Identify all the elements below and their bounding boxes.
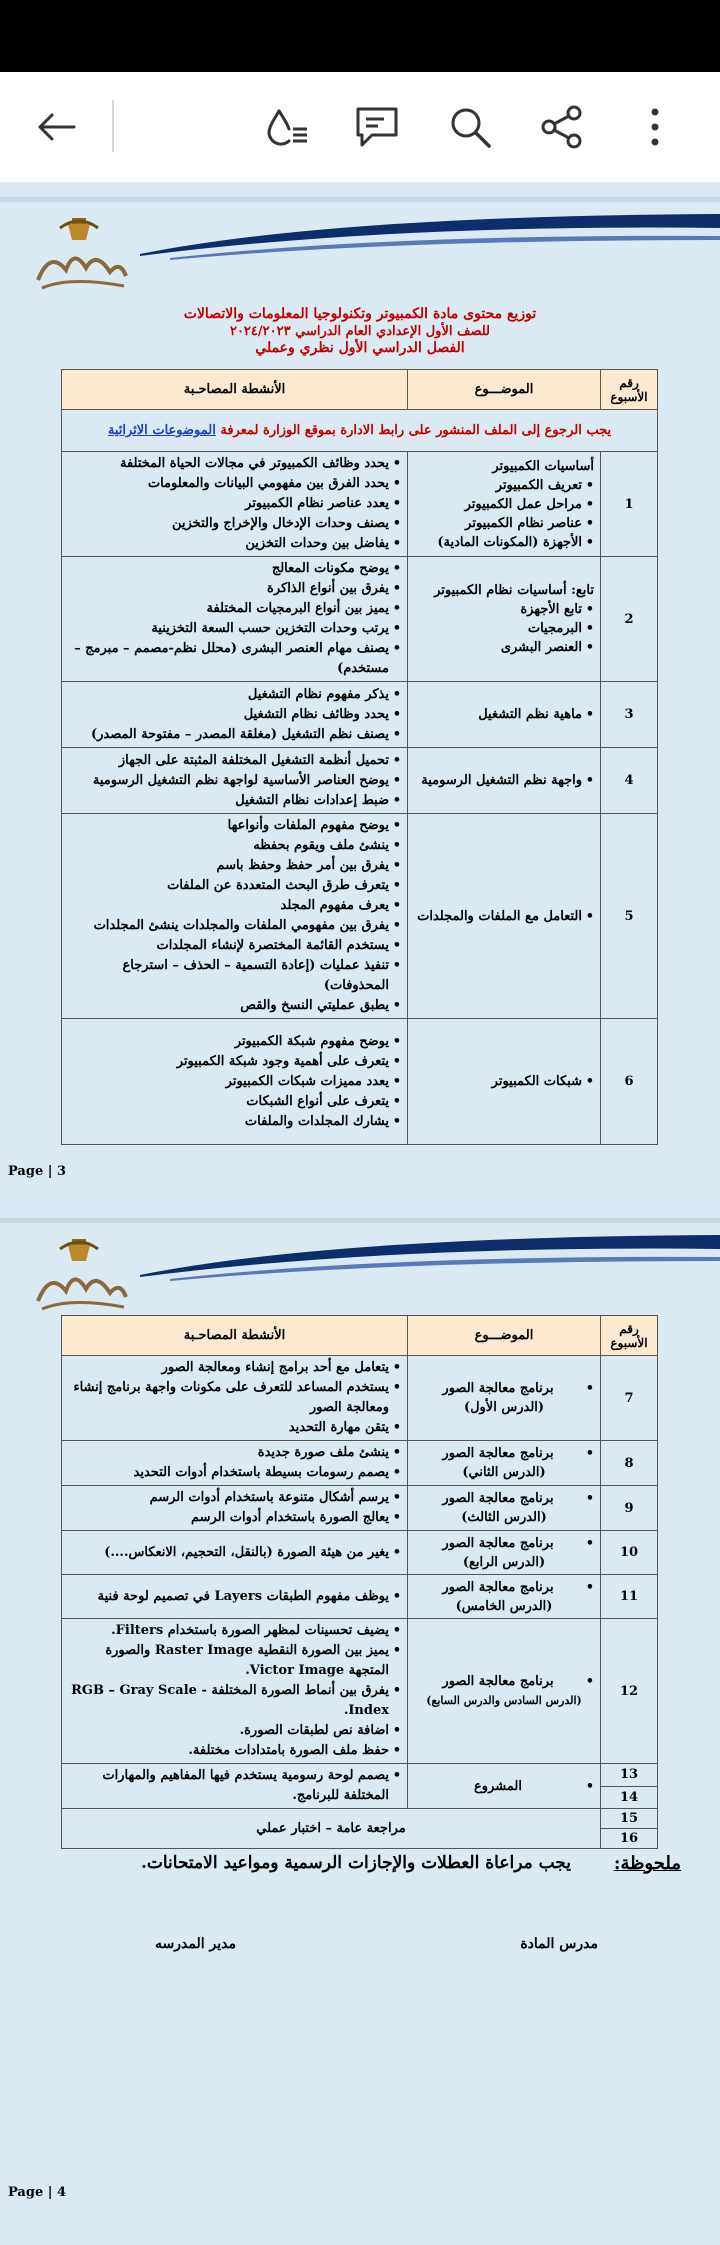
activity-item: • يوضح مكونات المعالج xyxy=(68,559,401,579)
activities-cell xyxy=(62,1575,408,1619)
topic-cell xyxy=(408,1486,601,1531)
ministry-logo xyxy=(30,1231,130,1319)
topic-sub: (الدرس الثالث) xyxy=(461,1510,547,1525)
week-number: 10 xyxy=(601,1531,658,1575)
activity-item: • يستخدم القائمة المختصرة لإنشاء المجلدات xyxy=(68,936,401,956)
header-activities: الأنشطة المصاحـبة xyxy=(62,1316,408,1356)
activity-item: • يرتب وحدات التخزين حسب السعة التخزينية xyxy=(68,619,401,639)
topic-sub: (الدرس الأول) xyxy=(463,1400,545,1415)
activities-cell xyxy=(62,1356,408,1441)
activity-item: • يستخدم المساعد للتعرف على مكونات واجهة برنامج إنشاء ومعالجة الصور xyxy=(68,1378,401,1418)
topic-sub: (الدرس الخامس) xyxy=(455,1598,553,1614)
header-swoosh xyxy=(130,206,720,266)
activity-item: • يفرق بين أنماط الصورة المختلفة RGB – Gray Scale - Index. xyxy=(68,1681,401,1721)
activity-item: • يوضح مفهوم شبكة الكمبيوتر xyxy=(68,1032,401,1052)
header-week: رقم الأسبوع xyxy=(601,1316,658,1356)
topic-cell xyxy=(408,557,601,682)
ministry-logo xyxy=(30,210,130,298)
week-number: 15 xyxy=(601,1809,658,1829)
topic-item: • المشروع xyxy=(414,1777,594,1796)
note-text: يجب مراعاة العطلات والإجازات الرسمية ومواعيد الامتحانات. xyxy=(140,1853,571,1873)
activity-item: • يذكر مفهوم نظام التشغيل xyxy=(68,685,401,705)
week-number: 11 xyxy=(601,1575,658,1619)
review-cell: مراجعة عامة – اختبار عملي xyxy=(62,1809,601,1849)
activity-item: • يتعرف على أهمية وجود شبكة الكمبيوتر xyxy=(68,1052,401,1072)
activity-item: • تنفيذ عمليات (إعادة التسمية – الحذف – استرجاع المحذوفات) xyxy=(68,956,401,996)
viewer-toolbar xyxy=(0,72,720,182)
activity-item: • يوضح العناصر الأساسية لواجهة نظم التشغيل الرسومية xyxy=(68,771,401,791)
activity-item: • تحميل أنظمة التشغيل المختلفة المثبتة على الجهاز xyxy=(68,751,401,771)
note-row xyxy=(61,1853,681,1883)
activity-item: • يتقن مهارة التحديد xyxy=(68,1418,401,1438)
activities-cell xyxy=(62,814,408,1019)
topic-item: • برنامج معالجة الصور xyxy=(414,1379,594,1398)
document-titles xyxy=(0,306,720,357)
week-number: 16 xyxy=(601,1829,658,1849)
note-label: ملحوظة: xyxy=(613,1853,681,1874)
week-number: 3 xyxy=(601,682,658,748)
header-swoosh xyxy=(130,1227,720,1287)
table-row xyxy=(62,1764,658,1787)
week-number: 8 xyxy=(601,1441,658,1486)
topic-sub: (الدرس السادس والدرس السابع) xyxy=(426,1694,582,1707)
table-row xyxy=(62,1575,658,1619)
topic-item: • برنامج معالجة الصور xyxy=(414,1489,594,1508)
topic-item: • شبكات الكمبيوتر xyxy=(414,1072,594,1091)
document-page-4 xyxy=(0,1218,720,2245)
week-number: 13 xyxy=(601,1764,658,1787)
topic-cell xyxy=(408,1619,601,1764)
activity-item: • يحدد وظائف نظام التشغيل xyxy=(68,705,401,725)
topic-item: • تابع الأجهزة xyxy=(414,600,594,619)
week-number: 14 xyxy=(601,1786,658,1809)
page-header xyxy=(0,1223,720,1323)
topic-cell xyxy=(408,1441,601,1486)
activity-item: • يعرف مفهوم المجلد xyxy=(68,896,401,916)
activities-cell xyxy=(62,1019,408,1145)
table-row xyxy=(62,1531,658,1575)
doc-title: توزيع محتوى مادة الكمبيوتر وتكنولوجيا المعلومات والاتصالات xyxy=(183,306,537,322)
week-number: 4 xyxy=(601,748,658,814)
more-vert-icon[interactable] xyxy=(630,104,680,150)
table-row xyxy=(62,452,658,557)
toolbar-divider xyxy=(112,100,114,152)
schedule-table-term1 xyxy=(61,369,658,1145)
topic-item: • الأجهزة (المكونات المادية) xyxy=(414,533,594,552)
activity-item: • يحدد الفرق بين مفهومي البيانات والمعلومات xyxy=(68,474,401,494)
activity-item: • يتعرف طرق البحث المتعددة عن الملفات xyxy=(68,876,401,896)
header-week: رقم الأسبوع xyxy=(601,370,658,410)
table-row xyxy=(62,1809,658,1829)
table-row xyxy=(62,682,658,748)
activity-item: • اضافة نص لطبقات الصورة. xyxy=(68,1721,401,1741)
activity-item: • ينشئ ملف صورة جديدة xyxy=(68,1443,401,1463)
activity-item: • يضيف تحسينات لمظهر الصورة باستخدام Filters. xyxy=(68,1621,401,1641)
activities-cell xyxy=(62,1619,408,1764)
share-icon[interactable] xyxy=(537,104,587,150)
activity-item: • يطبق عمليتي النسخ والقص xyxy=(68,996,401,1016)
activities-cell xyxy=(62,1531,408,1575)
topic-item: • مراحل عمل الكمبيوتر xyxy=(414,495,594,514)
activities-cell xyxy=(62,557,408,682)
topic-item: • برنامج معالجة الصور xyxy=(414,1578,594,1597)
activity-item: • يفرق بين مفهومي الملفات والمجلدات ينشئ المجلدات xyxy=(68,916,401,936)
doc-semester: الفصل الدراسي الأول نظري وعملي xyxy=(255,340,465,356)
comment-icon[interactable] xyxy=(352,104,402,150)
activity-item: • يميز بين أنواع البرمجيات المختلفة xyxy=(68,599,401,619)
page-header xyxy=(0,202,720,302)
topic-item: • واجهة نظم التشغيل الرسومية xyxy=(414,771,594,790)
activities-cell xyxy=(62,682,408,748)
activities-cell xyxy=(62,452,408,557)
activity-item: • يعدد عناصر نظام الكمبيوتر xyxy=(68,494,401,514)
table-row xyxy=(62,1486,658,1531)
table-row xyxy=(62,1019,658,1145)
table-row xyxy=(62,1619,658,1764)
week-number: 7 xyxy=(601,1356,658,1441)
schedule-table-term1-practical xyxy=(61,1315,658,1849)
topic-item: • ماهية نظم التشغيل xyxy=(414,705,594,724)
topic-title: أساسيات الكمبيوتر xyxy=(492,458,594,474)
activity-item: • يعالج الصورة باستخدام أدوات الرسم xyxy=(68,1508,401,1528)
ink-drop-icon[interactable] xyxy=(262,104,312,150)
enrichment-link[interactable]: الموضوعات الاثرائية xyxy=(107,423,216,438)
activity-item: • يميز بين الصورة النقطية Raster Image والصورة المتجهة Victor Image. xyxy=(68,1641,401,1681)
topic-title: تابع: أساسيات نظام الكمبيوتر xyxy=(434,583,594,598)
activity-item: • يصنف مهام العنصر البشرى (محلل نظم-مصمم – مبرمج – مستخدم) xyxy=(68,639,401,679)
search-icon[interactable] xyxy=(445,104,495,150)
page-number: Page | 4 xyxy=(8,2185,67,2200)
activity-item: • يفرق بين أنواع الذاكرة xyxy=(68,579,401,599)
activity-item: • يوضح مفهوم الملفات وأنواعها xyxy=(68,816,401,836)
notice-text: يجب الرجوع إلى الملف المنشور على رابط الادارة بموقع الوزارة لمعرفة xyxy=(220,423,612,438)
activity-item: • يوظف مفهوم الطبقات Layers في تصميم لوحة فنية xyxy=(68,1587,401,1607)
activity-item: • يعدد مميزات شبكات الكمبيوتر xyxy=(68,1072,401,1092)
activity-item: • يصنف وحدات الإدخال والإخراج والتخزين xyxy=(68,514,401,534)
topic-cell xyxy=(408,1019,601,1145)
topic-cell xyxy=(408,452,601,557)
topic-sub: (الدرس الرابع) xyxy=(462,1554,546,1570)
topic-item: • برنامج معالجة الصور xyxy=(414,1672,594,1691)
principal-signature-label: مدير المدرسه xyxy=(155,1936,236,1952)
arrow-left-icon[interactable] xyxy=(26,104,86,150)
table-row xyxy=(62,1356,658,1441)
topic-cell xyxy=(408,748,601,814)
activities-cell xyxy=(62,1764,408,1809)
topic-cell xyxy=(408,1531,601,1575)
activity-item: • يفرق بين أمر حفظ وحفظ باسم xyxy=(68,856,401,876)
topic-item: • التعامل مع الملفات والمجلدات xyxy=(414,907,594,926)
status-bar xyxy=(0,0,720,72)
activities-cell xyxy=(62,1486,408,1531)
topic-cell xyxy=(408,682,601,748)
enrichment-notice xyxy=(62,410,658,452)
activity-item: • يصمم لوحة رسومية يستخدم فيها المفاهيم والمهارات المختلفة للبرنامج. xyxy=(68,1766,401,1806)
week-number: 5 xyxy=(601,814,658,1019)
topic-item: • عناصر نظام الكمبيوتر xyxy=(414,514,594,533)
topic-item: • البرمجيات xyxy=(414,619,594,638)
activity-item: • يرسم أشكال متنوعة باستخدام أدوات الرسم xyxy=(68,1488,401,1508)
activity-item: • يشارك المجلدات والملفات xyxy=(68,1112,401,1132)
page-number: Page | 3 xyxy=(8,1164,67,1179)
week-number: 6 xyxy=(601,1019,658,1145)
topic-cell xyxy=(408,1356,601,1441)
activity-item: • ضبط إعدادات نظام التشغيل xyxy=(68,791,401,811)
header-topic: الموضـــوع xyxy=(408,370,601,410)
header-activities: الأنشطة المصاحـبة xyxy=(62,370,408,410)
activity-item: • يفاضل بين وحدات التخزين xyxy=(68,534,401,554)
activity-item: • يحدد وظائف الكمبيوتر في مجالات الحياة المختلفة xyxy=(68,454,401,474)
topic-item: • برنامج معالجة الصور xyxy=(414,1534,594,1553)
topic-item: • العنصر البشرى xyxy=(414,638,594,657)
activity-item: • يصمم رسومات بسيطة باستخدام أدوات التحديد xyxy=(68,1463,401,1483)
activities-cell xyxy=(62,1441,408,1486)
activity-item: • ينشئ ملف ويقوم بحفظه xyxy=(68,836,401,856)
topic-cell xyxy=(408,814,601,1019)
topic-item: • برنامج معالجة الصور xyxy=(414,1444,594,1463)
activity-item: • يصنف نظم التشغيل (مغلقة المصدر – مفتوحة المصدر) xyxy=(68,725,401,745)
header-topic: الموضـــوع xyxy=(408,1316,601,1356)
topic-cell xyxy=(408,1764,601,1809)
teacher-signature-label: مدرس المادة xyxy=(520,1936,598,1952)
table-row xyxy=(62,814,658,1019)
topic-cell xyxy=(408,1575,601,1619)
table-row xyxy=(62,748,658,814)
topic-sub: (الدرس الثاني) xyxy=(462,1465,546,1480)
week-number: 12 xyxy=(601,1619,658,1764)
activity-item: • يغير من هيئة الصورة (بالنقل، التحجيم، الانعكاس....) xyxy=(68,1543,401,1563)
week-number: 9 xyxy=(601,1486,658,1531)
activity-item: • يتعرف على أنواع الشبكات xyxy=(68,1092,401,1112)
table-row xyxy=(62,557,658,682)
activity-item: • حفظ ملف الصورة بامتدادات مختلفة. xyxy=(68,1741,401,1761)
document-page-3 xyxy=(0,197,720,1202)
week-number: 2 xyxy=(601,557,658,682)
activities-cell xyxy=(62,748,408,814)
doc-subtitle: للصف الأول الإعدادي العام الدراسي ٢٠٢٤/٢٠٢٣ xyxy=(229,324,491,339)
activity-item: • يتعامل مع أحد برامج إنشاء ومعالجة الصور xyxy=(68,1358,401,1378)
week-number: 1 xyxy=(601,452,658,557)
table-row xyxy=(62,1441,658,1486)
topic-item: • تعريف الكمبيوتر xyxy=(414,476,594,495)
